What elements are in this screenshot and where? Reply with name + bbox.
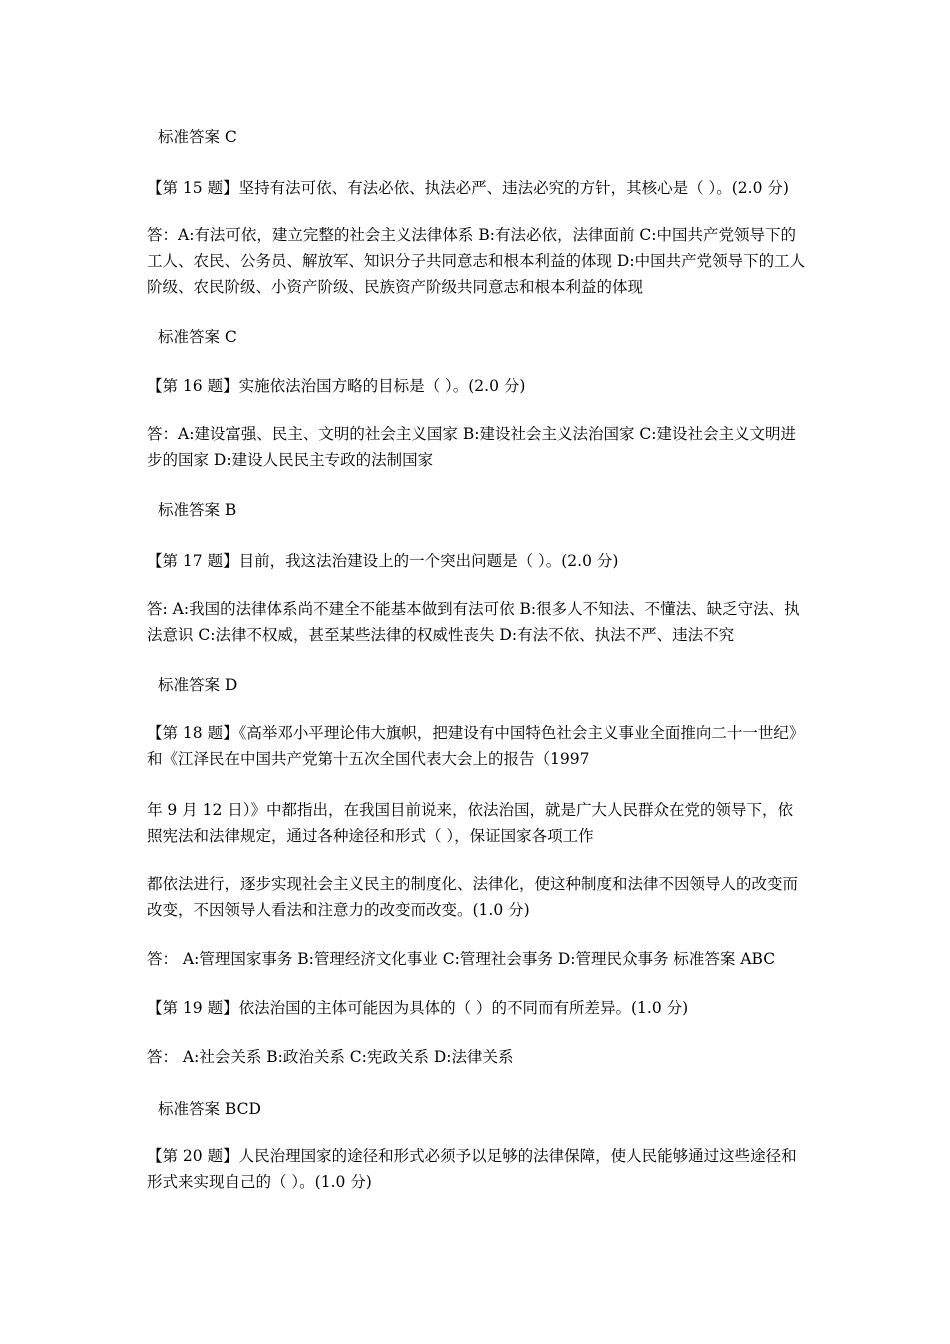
question-18-part1: 【第 18 题】《高举邓小平理论伟大旗帜，把建设有中国特色社会主义事业全面推向二十一世纪》和《江泽民在中国共产党第十五次全国代表大会上的报告（1997	[147, 724, 805, 768]
question-20: 【第 20 题】人民治理国家的途径和形式必须予以足够的法律保障，使人民能够通过这些途径和形式来实现自己的（ ）。(1.0 分)	[147, 1147, 797, 1191]
answer-key-15: 标准答案 C	[158, 328, 237, 346]
question-19: 【第 19 题】依法治国的主体可能因为具体的（ ）的不同而有所差异。(1.0 分)	[147, 999, 689, 1017]
options-19: 答： A:社会关系 B:政治关系 C:宪政关系 D:法律关系	[147, 1048, 514, 1066]
answer-key-17: 标准答案 D	[158, 676, 238, 694]
question-16: 【第 16 题】实施依法治国方略的目标是（ ）。(2.0 分)	[147, 377, 526, 395]
question-15: 【第 15 题】坚持有法可依、有法必依、执法必严、违法必究的方针，其核心是（ ）。(2.0 分)	[147, 179, 789, 197]
options-16: 答：A:建设富强、民主、文明的社会主义国家 B:建设社会主义法治国家 C:建设社会主义文明进步的国家 D:建设人民民主专政的法制国家	[147, 425, 796, 469]
options-17: 答: A:我国的法律体系尚不建全不能基本做到有法可依 B:很多人不知法、不懂法、缺乏守法、执法意识 C:法律不权威，甚至某些法律的权威性丧失 D:有法不依、执法不严、违法不究	[147, 600, 800, 644]
answer-key-19: 标准答案 BCD	[158, 1100, 261, 1118]
question-17: 【第 17 题】目前，我这法治建设上的一个突出问题是（ ）。(2.0 分)	[147, 552, 619, 570]
options-18-with-answer: 答： A:管理国家事务 B:管理经济文化事业 C:管理社会事务 D:管理民众事务 标准答案 ABC	[147, 950, 776, 968]
question-18-part3: 都依法进行，逐步实现社会主义民主的制度化、法律化，使这种制度和法律不因领导人的改变而改变，不因领导人看法和注意力的改变而改变。(1.0 分)	[147, 875, 799, 919]
question-18-part2: 年 9 月 12 日）》中都指出，在我国目前说来，依法治国，就是广大人民群众在党的领导下，依照宪法和法律规定，通过各种途径和形式（ ），保证国家各项工作	[147, 801, 794, 845]
options-15: 答：A:有法可依，建立完整的社会主义法律体系 B:有法必依，法律面前 C:中国共产党领导下的工人、农民、公务员、解放军、知识分子共同意志和根本利益的体现 D:中国共产党领导下的工人阶级、农民阶级、小资产阶级、民族资产阶级共同意志和根本利益的体现	[147, 226, 806, 296]
answer-key-14: 标准答案 C	[158, 128, 237, 146]
answer-key-16: 标准答案 B	[158, 501, 237, 519]
